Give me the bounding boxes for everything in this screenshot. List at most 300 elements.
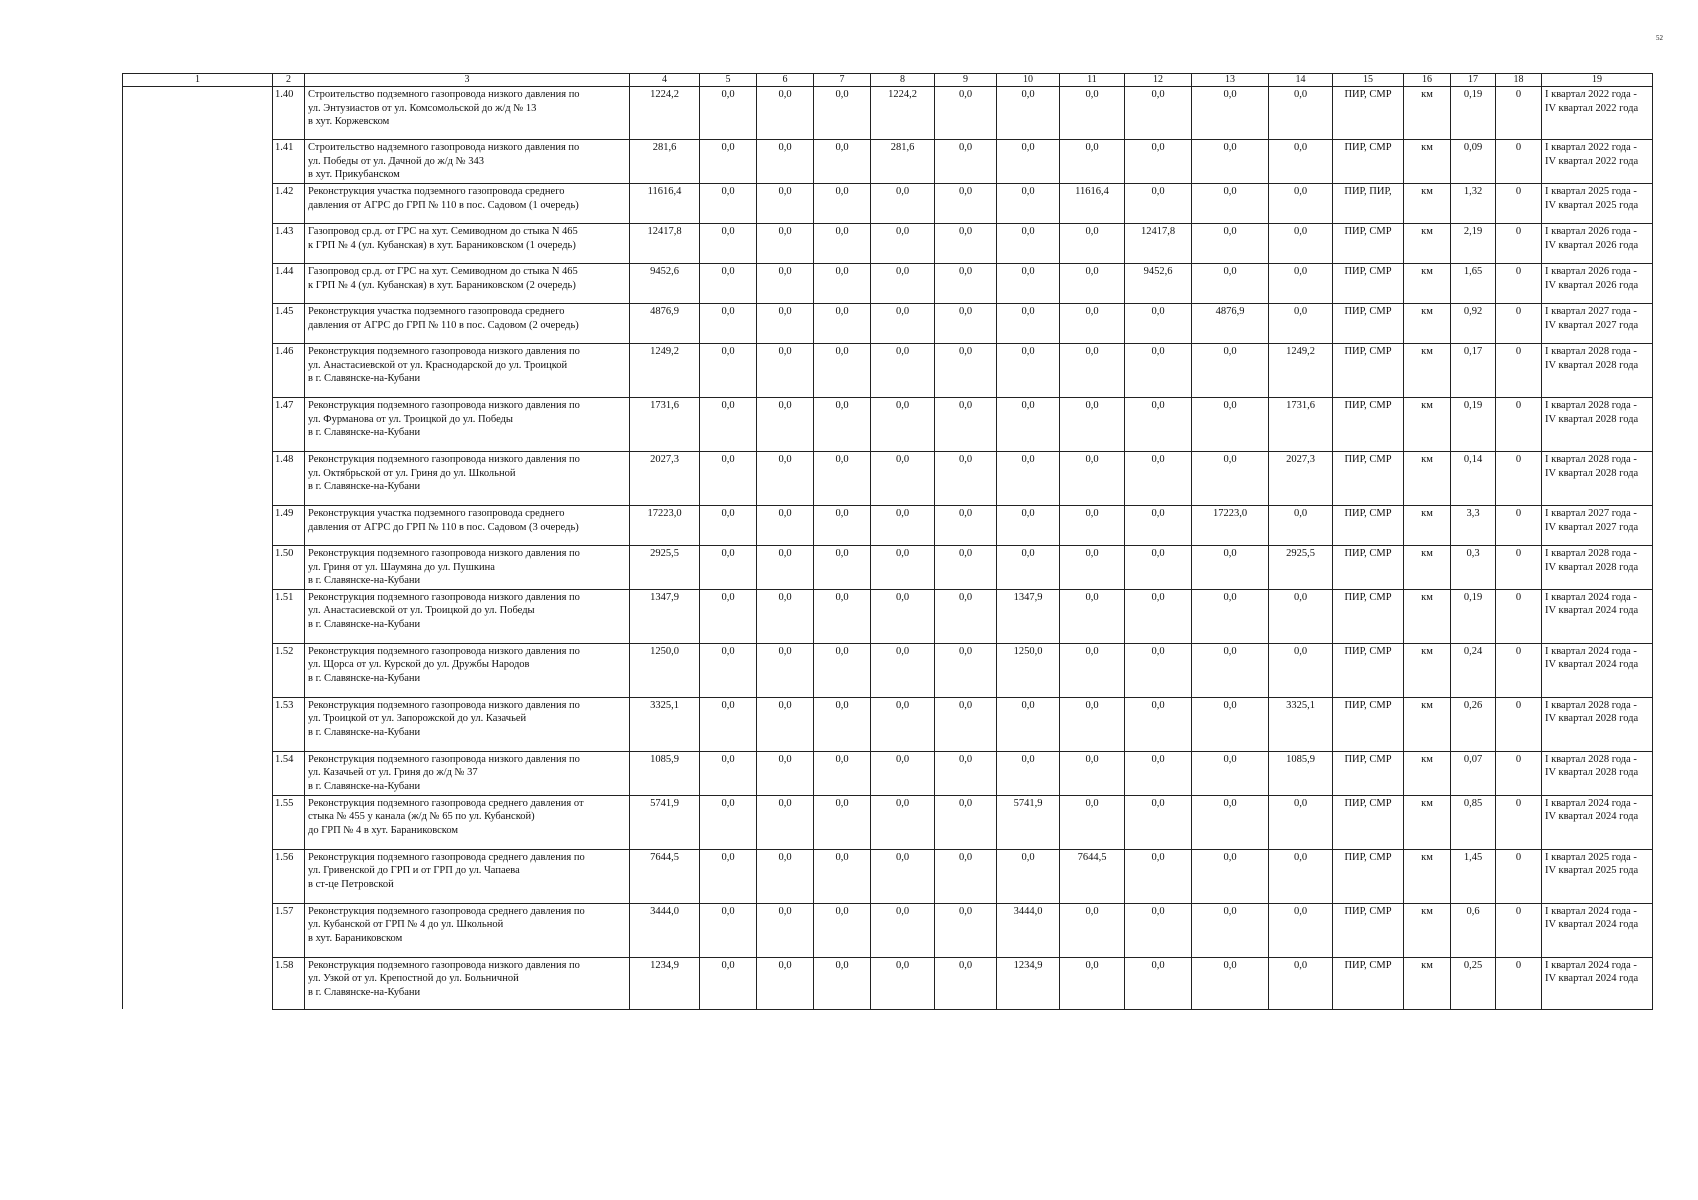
group-cell [123, 87, 273, 140]
row-number-cell: 1.57 [273, 903, 305, 957]
length-cell: 1,45 [1451, 849, 1496, 903]
length-cell: 0,07 [1451, 751, 1496, 795]
column-number-header: 5 [700, 74, 757, 87]
year-cell: 0,0 [871, 505, 935, 545]
value-cell: 0 [1496, 303, 1542, 343]
unit-cell: км [1404, 140, 1451, 184]
value-cell: 0 [1496, 545, 1542, 589]
year-cell: 0,0 [1269, 903, 1333, 957]
object-name-cell [305, 140, 630, 184]
year-cell: 1731,6 [1269, 397, 1333, 451]
period-line: IV квартал 2028 года [1545, 413, 1639, 425]
row-number-cell: 1.56 [273, 849, 305, 903]
year-cell: 0,0 [997, 697, 1060, 751]
table-row [123, 795, 1653, 849]
year-cell: 0,0 [1125, 303, 1192, 343]
column-number-header: 3 [305, 74, 630, 87]
table-row [123, 343, 1653, 397]
year-cell: 0,0 [1125, 343, 1192, 397]
work-type-cell: ПИР, СМР [1333, 643, 1404, 697]
work-type-cell: ПИР, СМР [1333, 589, 1404, 643]
year-cell: 0,0 [814, 343, 871, 397]
period-line: I квартал 2027 года - [1545, 507, 1637, 519]
year-cell: 0,0 [997, 183, 1060, 223]
unit-cell: км [1404, 903, 1451, 957]
year-cell: 0,0 [1192, 223, 1269, 263]
year-cell: 0,0 [700, 903, 757, 957]
year-cell: 0,0 [1125, 505, 1192, 545]
group-cell [123, 303, 273, 343]
table-header [123, 74, 1653, 87]
year-cell: 0,0 [997, 451, 1060, 505]
length-cell: 1,65 [1451, 263, 1496, 303]
group-cell [123, 545, 273, 589]
year-cell: 0,0 [814, 87, 871, 140]
year-cell: 0,0 [1125, 183, 1192, 223]
year-cell: 0,0 [814, 263, 871, 303]
column-number-header: 17 [1451, 74, 1496, 87]
year-cell: 0,0 [700, 505, 757, 545]
value-cell: 0 [1496, 589, 1542, 643]
object-name-line: Реконструкция участка подземного газопровода среднего [308, 185, 565, 197]
period-line: IV квартал 2024 года [1545, 659, 1639, 671]
unit-cell: км [1404, 957, 1451, 1009]
object-name-cell [305, 87, 630, 140]
group-cell [123, 397, 273, 451]
year-cell: 0,0 [935, 643, 997, 697]
object-name-line: в г. Славянске-на-Кубани [308, 619, 421, 631]
work-type-cell: ПИР, СМР [1333, 397, 1404, 451]
object-name-line: до ГРП № 4 в хут. Бараниковском [308, 825, 459, 837]
table-row [123, 87, 1653, 140]
year-cell: 0,0 [1060, 397, 1125, 451]
year-cell: 0,0 [757, 849, 814, 903]
object-name-cell [305, 505, 630, 545]
year-cell: 281,6 [871, 140, 935, 184]
length-cell: 3,3 [1451, 505, 1496, 545]
period-line: I квартал 2025 года - [1545, 185, 1637, 197]
year-cell: 0,0 [935, 795, 997, 849]
year-cell: 0,0 [1060, 87, 1125, 140]
value-cell: 0 [1496, 643, 1542, 697]
object-name-line: в г. Славянске-на-Кубани [308, 987, 421, 999]
work-type-cell: ПИР, СМР [1333, 223, 1404, 263]
object-name-line: Реконструкция подземного газопровода низкого давления по [308, 399, 580, 411]
table-row [123, 505, 1653, 545]
year-cell: 0,0 [871, 303, 935, 343]
total-cost-cell: 1234,9 [630, 957, 700, 1009]
total-cost-cell: 1085,9 [630, 751, 700, 795]
value-cell: 0 [1496, 87, 1542, 140]
period-line: IV квартал 2024 года [1545, 811, 1639, 823]
period-line: IV квартал 2025 года [1545, 865, 1639, 877]
total-cost-cell: 281,6 [630, 140, 700, 184]
year-cell: 0,0 [700, 643, 757, 697]
year-cell: 0,0 [997, 140, 1060, 184]
year-cell: 0,0 [814, 903, 871, 957]
object-name-line: ул. Щорса от ул. Курской до ул. Дружбы Народов [308, 659, 530, 671]
row-number-cell: 1.42 [273, 183, 305, 223]
year-cell: 0,0 [1192, 849, 1269, 903]
year-cell: 0,0 [700, 545, 757, 589]
period-line: I квартал 2028 года - [1545, 753, 1637, 765]
object-name-line: стыка № 455 у канала (ж/д № 65 по ул. Кубанской) [308, 811, 535, 823]
object-name-line: ул. Гривенской до ГРП и от ГРП до ул. Чапаева [308, 865, 520, 877]
period-cell [1542, 183, 1653, 223]
column-number-header: 18 [1496, 74, 1542, 87]
unit-cell: км [1404, 343, 1451, 397]
object-name-line: в г. Славянске-на-Кубани [308, 427, 421, 439]
period-line: IV квартал 2026 года [1545, 279, 1639, 291]
object-name-line: Реконструкция подземного газопровода низкого давления по [308, 753, 580, 765]
year-cell: 5741,9 [997, 795, 1060, 849]
year-cell: 0,0 [1192, 957, 1269, 1009]
year-cell: 0,0 [1192, 697, 1269, 751]
work-type-cell: ПИР, СМР [1333, 505, 1404, 545]
year-cell: 0,0 [1192, 643, 1269, 697]
year-cell: 0,0 [700, 343, 757, 397]
total-cost-cell: 17223,0 [630, 505, 700, 545]
group-cell [123, 263, 273, 303]
year-cell: 0,0 [814, 751, 871, 795]
year-cell: 0,0 [935, 903, 997, 957]
value-cell: 0 [1496, 751, 1542, 795]
year-cell: 0,0 [757, 903, 814, 957]
group-cell [123, 589, 273, 643]
year-cell: 0,0 [814, 643, 871, 697]
unit-cell: км [1404, 697, 1451, 751]
total-cost-cell: 2925,5 [630, 545, 700, 589]
period-line: IV квартал 2022 года [1545, 155, 1639, 167]
table-row [123, 451, 1653, 505]
year-cell: 0,0 [1125, 957, 1192, 1009]
row-number-cell: 1.52 [273, 643, 305, 697]
year-cell: 0,0 [700, 303, 757, 343]
period-cell [1542, 397, 1653, 451]
year-cell: 0,0 [700, 183, 757, 223]
length-cell: 0,14 [1451, 451, 1496, 505]
row-number-cell: 1.48 [273, 451, 305, 505]
group-cell [123, 957, 273, 1009]
length-cell: 1,32 [1451, 183, 1496, 223]
year-cell: 0,0 [871, 957, 935, 1009]
period-cell [1542, 343, 1653, 397]
year-cell: 1224,2 [871, 87, 935, 140]
year-cell: 0,0 [935, 957, 997, 1009]
column-number-header: 10 [997, 74, 1060, 87]
year-cell: 0,0 [757, 451, 814, 505]
length-cell: 0,6 [1451, 903, 1496, 957]
table-row [123, 751, 1653, 795]
year-cell: 0,0 [1060, 795, 1125, 849]
year-cell: 0,0 [871, 849, 935, 903]
total-cost-cell: 12417,8 [630, 223, 700, 263]
column-number-header: 12 [1125, 74, 1192, 87]
year-cell: 0,0 [1125, 849, 1192, 903]
period-cell [1542, 697, 1653, 751]
year-cell: 0,0 [1060, 140, 1125, 184]
year-cell: 0,0 [1060, 263, 1125, 303]
total-cost-cell: 7644,5 [630, 849, 700, 903]
year-cell: 0,0 [871, 589, 935, 643]
year-cell: 0,0 [1192, 343, 1269, 397]
length-cell: 0,92 [1451, 303, 1496, 343]
table-row [123, 589, 1653, 643]
column-number-header: 11 [1060, 74, 1125, 87]
year-cell: 0,0 [1192, 140, 1269, 184]
year-cell: 1234,9 [997, 957, 1060, 1009]
object-name-line: к ГРП № 4 (ул. Кубанская) в хут. Бараниковском (1 очередь) [308, 239, 576, 251]
year-cell: 7644,5 [1060, 849, 1125, 903]
year-cell: 0,0 [871, 643, 935, 697]
year-cell: 0,0 [997, 263, 1060, 303]
row-number-cell: 1.49 [273, 505, 305, 545]
year-cell: 0,0 [1125, 87, 1192, 140]
work-type-cell: ПИР, СМР [1333, 263, 1404, 303]
period-line: IV квартал 2028 года [1545, 467, 1639, 479]
row-number-cell: 1.45 [273, 303, 305, 343]
object-name-line: Реконструкция подземного газопровода низкого давления по [308, 699, 580, 711]
period-line: I квартал 2024 года - [1545, 959, 1637, 971]
year-cell: 12417,8 [1125, 223, 1192, 263]
year-cell: 0,0 [1125, 643, 1192, 697]
period-line: I квартал 2022 года - [1545, 89, 1637, 100]
year-cell: 0,0 [1125, 795, 1192, 849]
year-cell: 0,0 [935, 183, 997, 223]
year-cell: 0,0 [757, 643, 814, 697]
year-cell: 1085,9 [1269, 751, 1333, 795]
period-cell [1542, 451, 1653, 505]
year-cell: 0,0 [997, 849, 1060, 903]
period-cell [1542, 903, 1653, 957]
row-number-cell: 1.58 [273, 957, 305, 1009]
object-name-cell [305, 263, 630, 303]
year-cell: 0,0 [1125, 751, 1192, 795]
year-cell: 0,0 [1192, 795, 1269, 849]
object-name-line: Строительство подземного газопровода низкого давления по [308, 89, 580, 100]
year-cell: 0,0 [935, 303, 997, 343]
year-cell: 0,0 [1060, 903, 1125, 957]
column-number-row [123, 74, 1653, 87]
object-name-line: Реконструкция участка подземного газопровода среднего [308, 305, 565, 317]
year-cell: 3444,0 [997, 903, 1060, 957]
period-line: IV квартал 2026 года [1545, 239, 1639, 251]
total-cost-cell: 5741,9 [630, 795, 700, 849]
year-cell: 0,0 [1192, 397, 1269, 451]
unit-cell: км [1404, 589, 1451, 643]
total-cost-cell: 2027,3 [630, 451, 700, 505]
year-cell: 0,0 [1125, 397, 1192, 451]
period-cell [1542, 589, 1653, 643]
table-row [123, 303, 1653, 343]
year-cell: 0,0 [871, 263, 935, 303]
object-name-line: Строительство надземного газопровода низкого давления по [308, 142, 580, 153]
period-cell [1542, 140, 1653, 184]
year-cell: 0,0 [1060, 303, 1125, 343]
year-cell: 0,0 [1269, 957, 1333, 1009]
year-cell: 0,0 [1269, 643, 1333, 697]
length-cell: 0,19 [1451, 589, 1496, 643]
year-cell: 0,0 [871, 751, 935, 795]
year-cell: 0,0 [814, 397, 871, 451]
year-cell: 0,0 [700, 451, 757, 505]
year-cell: 0,0 [700, 697, 757, 751]
value-cell: 0 [1496, 697, 1542, 751]
object-name-line: Газопровод ср.д. от ГРС на хут. Семиводном до стыка N 465 [308, 265, 578, 277]
year-cell: 0,0 [1269, 87, 1333, 140]
period-line: IV квартал 2028 года [1545, 561, 1639, 573]
year-cell: 0,0 [871, 223, 935, 263]
object-name-cell [305, 697, 630, 751]
unit-cell: км [1404, 263, 1451, 303]
object-name-line: ул. Октябрьской от ул. Гриня до ул. Школьной [308, 467, 516, 479]
period-line: I квартал 2024 года - [1545, 905, 1637, 917]
column-number-header: 9 [935, 74, 997, 87]
object-name-line: давления от АГРС до ГРП № 110 в пос. Садовом (3 очередь) [308, 521, 579, 533]
table-row [123, 697, 1653, 751]
length-cell: 0,09 [1451, 140, 1496, 184]
object-name-line: Реконструкция подземного газопровода низкого давления по [308, 547, 580, 559]
object-name-line: в хут. Прикубанском [308, 169, 400, 181]
year-cell: 0,0 [814, 505, 871, 545]
group-cell [123, 183, 273, 223]
work-type-cell: ПИР, ПИР, [1333, 183, 1404, 223]
period-line: I квартал 2028 года - [1545, 345, 1637, 357]
object-name-cell [305, 751, 630, 795]
year-cell: 0,0 [1060, 643, 1125, 697]
year-cell: 1250,0 [997, 643, 1060, 697]
object-name-line: в хут. Коржевском [308, 116, 390, 128]
year-cell: 0,0 [757, 697, 814, 751]
total-cost-cell: 3325,1 [630, 697, 700, 751]
year-cell: 0,0 [814, 223, 871, 263]
group-cell [123, 451, 273, 505]
year-cell: 0,0 [997, 303, 1060, 343]
period-line: I квартал 2024 года - [1545, 591, 1637, 603]
object-name-line: Реконструкция участка подземного газопровода среднего [308, 507, 565, 519]
group-cell [123, 223, 273, 263]
column-number-header: 8 [871, 74, 935, 87]
year-cell: 0,0 [1060, 697, 1125, 751]
value-cell: 0 [1496, 397, 1542, 451]
year-cell: 0,0 [1269, 223, 1333, 263]
year-cell: 0,0 [757, 87, 814, 140]
unit-cell: км [1404, 87, 1451, 140]
object-name-line: давления от АГРС до ГРП № 110 в пос. Садовом (1 очередь) [308, 199, 579, 211]
work-type-cell: ПИР, СМР [1333, 545, 1404, 589]
period-line: IV квартал 2028 года [1545, 767, 1639, 779]
year-cell: 0,0 [1125, 451, 1192, 505]
unit-cell: км [1404, 643, 1451, 697]
year-cell: 2925,5 [1269, 545, 1333, 589]
year-cell: 0,0 [700, 589, 757, 643]
total-cost-cell: 9452,6 [630, 263, 700, 303]
year-cell: 0,0 [1192, 589, 1269, 643]
table-row [123, 957, 1653, 1009]
year-cell: 0,0 [700, 849, 757, 903]
table-row [123, 643, 1653, 697]
object-name-cell [305, 849, 630, 903]
group-cell [123, 795, 273, 849]
year-cell: 0,0 [1192, 545, 1269, 589]
work-type-cell: ПИР, СМР [1333, 451, 1404, 505]
year-cell: 0,0 [1269, 183, 1333, 223]
length-cell: 0,3 [1451, 545, 1496, 589]
group-cell [123, 140, 273, 184]
year-cell: 11616,4 [1060, 183, 1125, 223]
year-cell: 0,0 [1192, 87, 1269, 140]
object-name-line: в г. Славянске-на-Кубани [308, 781, 421, 793]
year-cell: 0,0 [757, 505, 814, 545]
period-cell [1542, 263, 1653, 303]
investment-program-table [122, 73, 1653, 1010]
year-cell: 0,0 [935, 223, 997, 263]
year-cell: 0,0 [757, 223, 814, 263]
year-cell: 0,0 [700, 140, 757, 184]
object-name-line: в г. Славянске-на-Кубани [308, 575, 421, 587]
column-number-header: 14 [1269, 74, 1333, 87]
year-cell: 0,0 [1060, 545, 1125, 589]
value-cell: 0 [1496, 451, 1542, 505]
year-cell: 0,0 [1125, 697, 1192, 751]
year-cell: 0,0 [871, 343, 935, 397]
work-type-cell: ПИР, СМР [1333, 849, 1404, 903]
object-name-line: Реконструкция подземного газопровода низкого давления по [308, 453, 580, 465]
work-type-cell: ПИР, СМР [1333, 140, 1404, 184]
object-name-line: ул. Троицкой от ул. Запорожской до ул. Казачьей [308, 713, 527, 725]
object-name-cell [305, 223, 630, 263]
group-cell [123, 505, 273, 545]
row-number-cell: 1.41 [273, 140, 305, 184]
length-cell: 2,19 [1451, 223, 1496, 263]
row-number-cell: 1.47 [273, 397, 305, 451]
year-cell: 0,0 [935, 140, 997, 184]
row-number-cell: 1.53 [273, 697, 305, 751]
object-name-cell [305, 397, 630, 451]
row-number-cell: 1.51 [273, 589, 305, 643]
year-cell: 0,0 [871, 903, 935, 957]
year-cell: 0,0 [700, 751, 757, 795]
object-name-line: Газопровод ср.д. от ГРС на хут. Семиводном до стыка N 465 [308, 225, 578, 237]
year-cell: 0,0 [1125, 589, 1192, 643]
period-line: IV квартал 2024 года [1545, 605, 1639, 617]
group-cell [123, 643, 273, 697]
year-cell: 0,0 [1125, 140, 1192, 184]
year-cell: 0,0 [814, 303, 871, 343]
period-line: I квартал 2025 года - [1545, 851, 1637, 863]
work-type-cell: ПИР, СМР [1333, 87, 1404, 140]
year-cell: 0,0 [997, 223, 1060, 263]
year-cell: 4876,9 [1192, 303, 1269, 343]
year-cell: 0,0 [814, 589, 871, 643]
object-name-line: давления от АГРС до ГРП № 110 в пос. Садовом (2 очередь) [308, 319, 579, 331]
year-cell: 0,0 [997, 545, 1060, 589]
object-name-cell [305, 903, 630, 957]
period-line: I квартал 2022 года - [1545, 142, 1637, 153]
length-cell: 0,17 [1451, 343, 1496, 397]
period-cell [1542, 545, 1653, 589]
work-type-cell: ПИР, СМР [1333, 957, 1404, 1009]
object-name-cell [305, 303, 630, 343]
year-cell: 2027,3 [1269, 451, 1333, 505]
work-type-cell: ПИР, СМР [1333, 303, 1404, 343]
year-cell: 0,0 [814, 545, 871, 589]
year-cell: 0,0 [871, 397, 935, 451]
total-cost-cell: 1224,2 [630, 87, 700, 140]
object-name-line: Реконструкция подземного газопровода среднего давления по [308, 905, 585, 917]
year-cell: 0,0 [935, 451, 997, 505]
total-cost-cell: 3444,0 [630, 903, 700, 957]
